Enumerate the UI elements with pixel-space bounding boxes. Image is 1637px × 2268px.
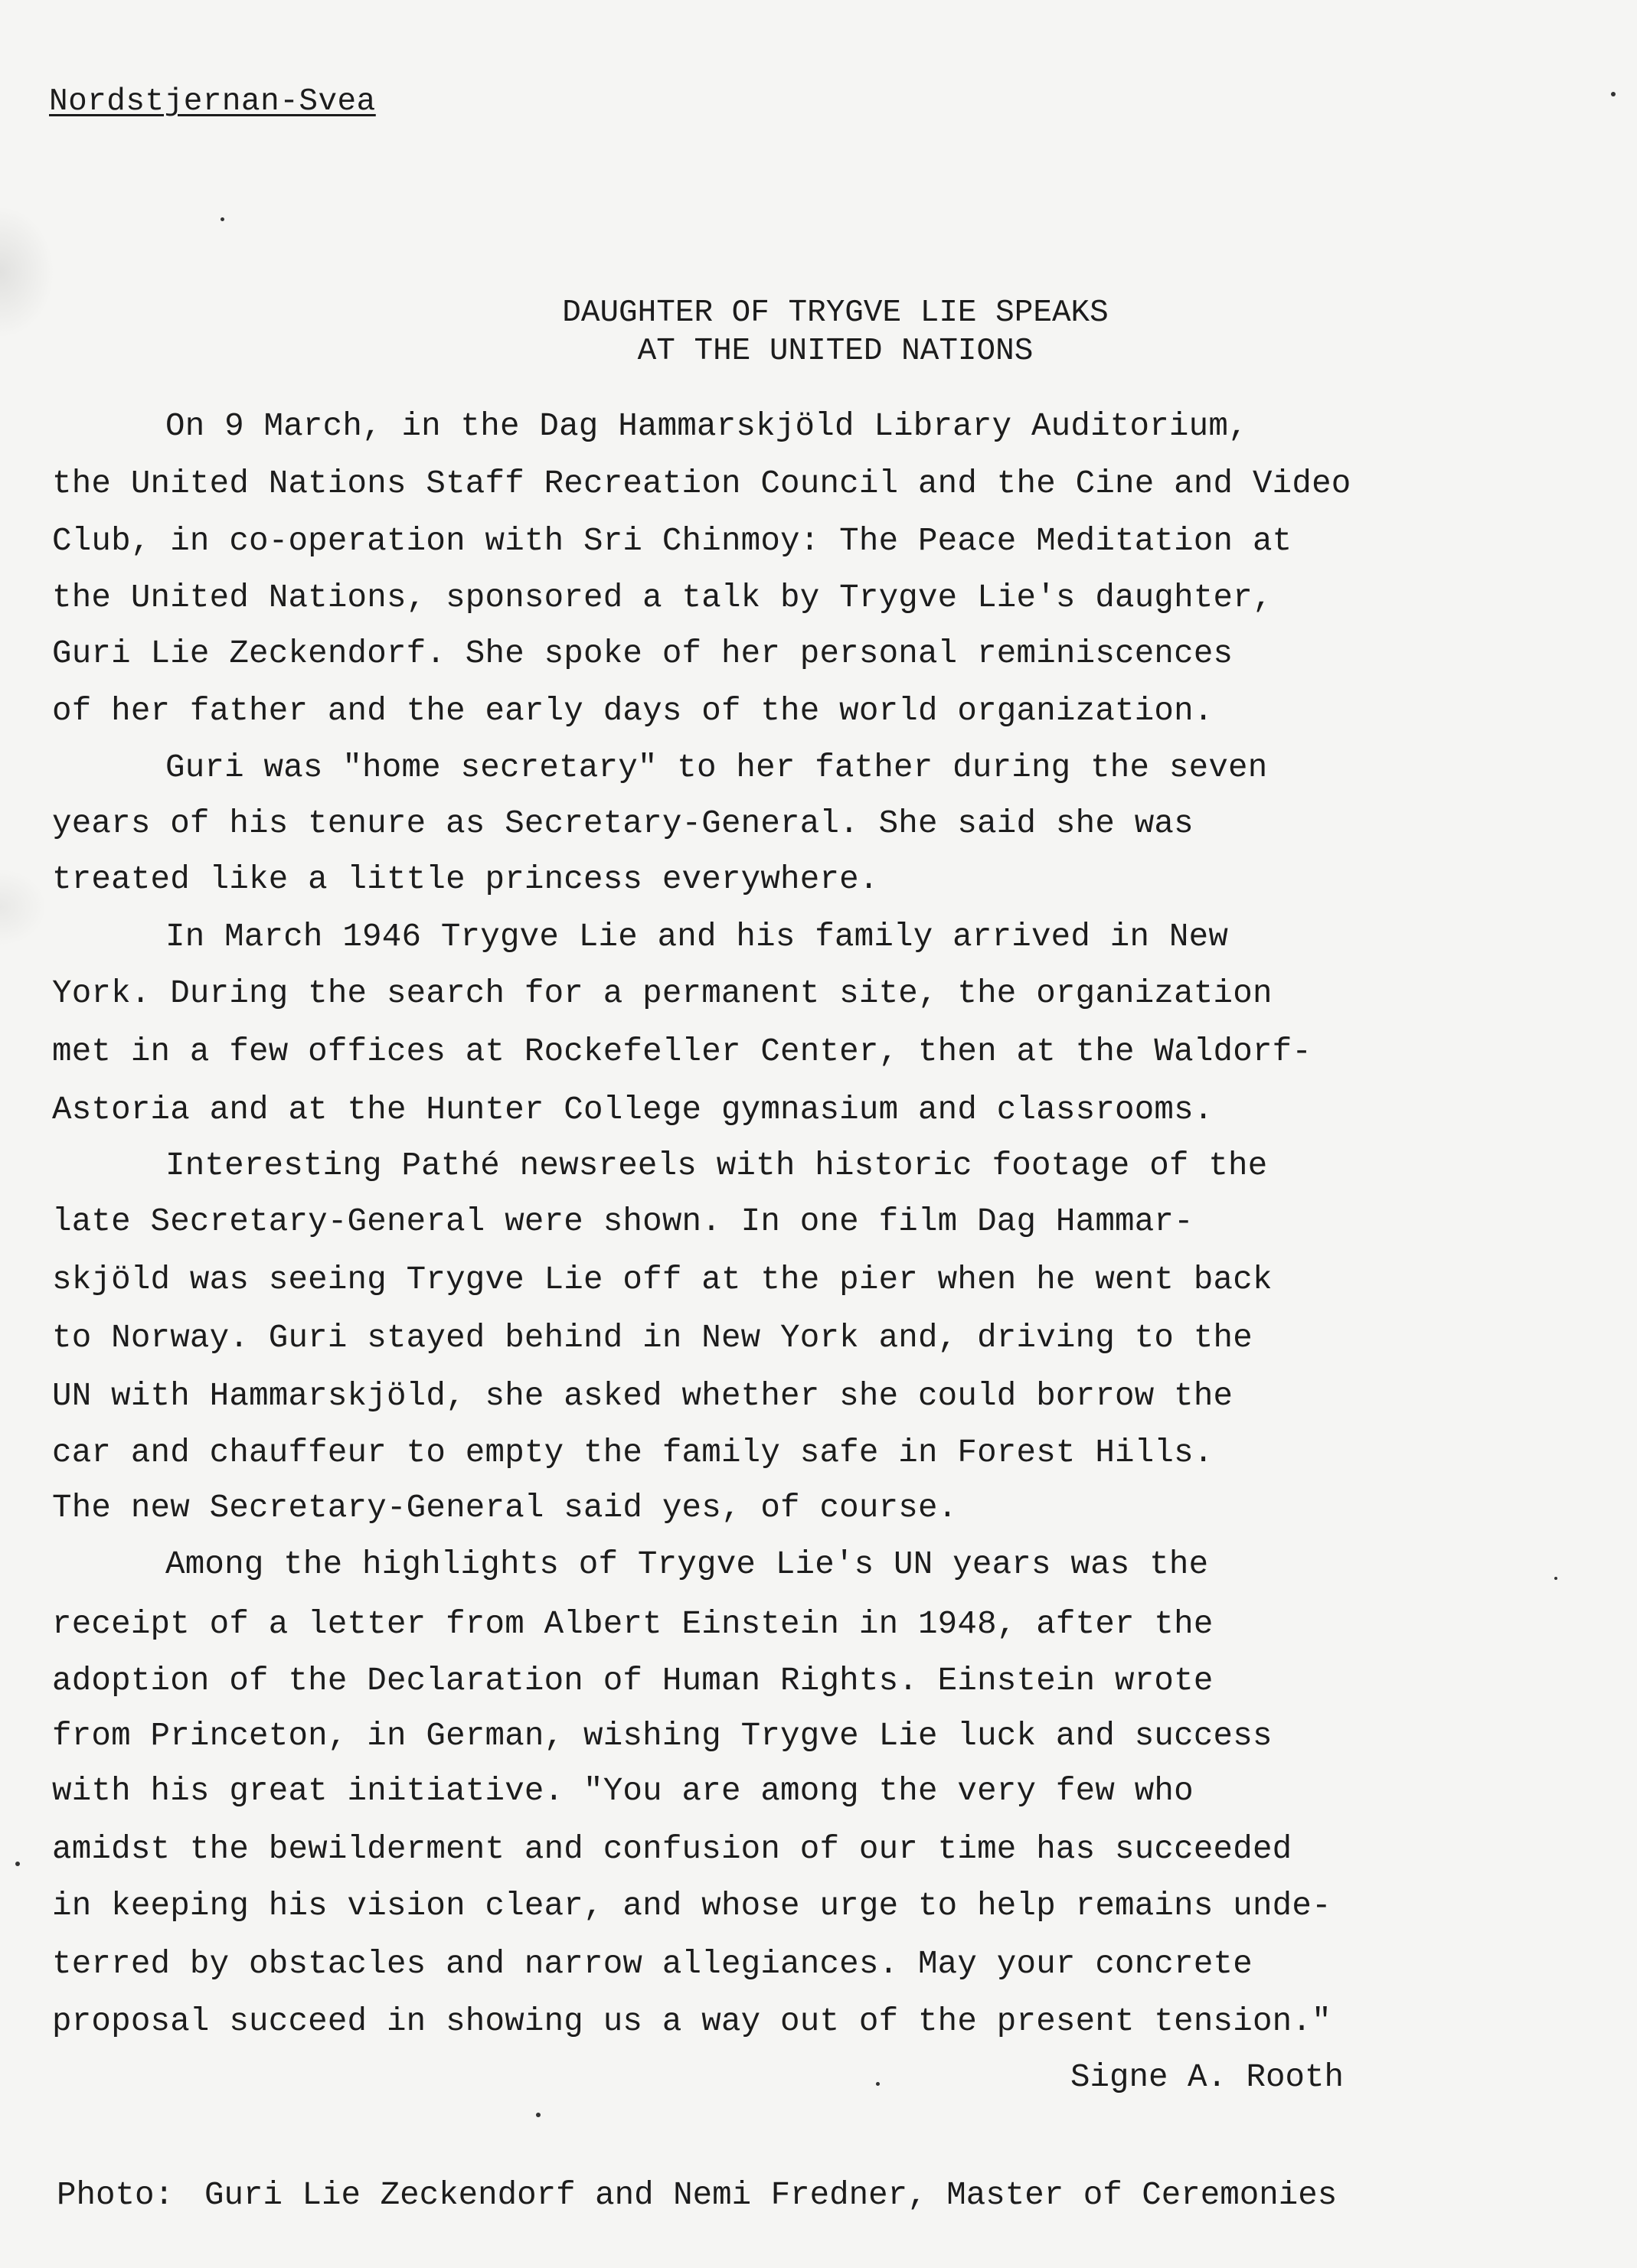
body-line: Among the highlights of Trygve Lie's UN years was the xyxy=(165,1546,1209,1583)
body-line: treated like a little princess everywhere. xyxy=(52,861,879,898)
body-line: amidst the bewilderment and confusion of our time has succeeded xyxy=(52,1831,1292,1868)
body-line: Interesting Pathé newsreels with historic footage of the xyxy=(165,1147,1268,1184)
photo-caption xyxy=(57,2175,1337,2215)
body-line: of her father and the early days of the world organization. xyxy=(52,693,1214,729)
scan-speck xyxy=(1611,92,1616,96)
body-line: late Secretary-General were shown. In one film Dag Hammar- xyxy=(52,1203,1194,1240)
headline-line-1: DAUGHTER OF TRYGVE LIE SPEAKS xyxy=(562,295,1109,331)
scan-speck xyxy=(876,2082,880,2086)
body-line: years of his tenure as Secretary-General. She said she was xyxy=(52,805,1194,842)
body-line: adoption of the Declaration of Human Rights. Einstein wrote xyxy=(52,1663,1214,1699)
body-line: In March 1946 Trygve Lie and his family arrived in New xyxy=(165,919,1229,955)
headline-line-2: AT THE UNITED NATIONS xyxy=(637,334,1034,369)
scan-speck xyxy=(15,1862,20,1866)
body-line: The new Secretary-General said yes, of course. xyxy=(52,1490,958,1526)
body-line: Club, in co-operation with Sri Chinmoy: The Peace Meditation at xyxy=(52,523,1292,560)
scan-speck xyxy=(1554,1577,1557,1580)
body-line: to Norway. Guri stayed behind in New York and, driving to the xyxy=(52,1320,1253,1356)
body-line: terred by obstacles and narrow allegiances. May your concrete xyxy=(52,1946,1253,1982)
body-line: receipt of a letter from Albert Einstein in 1948, after the xyxy=(52,1606,1214,1643)
body-line: Astoria and at the Hunter College gymnasium and classrooms. xyxy=(52,1092,1214,1128)
body-line: proposal succeed in showing us a way out of the present tension." xyxy=(52,2003,1331,2040)
body-line: the United Nations Staff Recreation Council and the Cine and Video xyxy=(52,465,1351,502)
body-line: skjöld was seeing Trygve Lie off at the pier when he went back xyxy=(52,1261,1273,1298)
body-line: the United Nations, sponsored a talk by Trygve Lie's daughter, xyxy=(52,579,1273,616)
photo-caption-label: Photo: xyxy=(57,2177,175,2214)
body-line: car and chauffeur to empty the family safe in Forest Hills. xyxy=(52,1434,1214,1471)
body-line: met in a few offices at Rockefeller Center, then at the Waldorf- xyxy=(52,1033,1312,1070)
photo-caption-text: Guri Lie Zeckendorf and Nemi Fredner, Master of Ceremonies xyxy=(204,2177,1338,2214)
publication-source: Nordstjernan-Svea xyxy=(49,84,376,119)
body-line: Guri Lie Zeckendorf. She spoke of her personal reminiscences xyxy=(52,635,1233,672)
body-line: UN with Hammarskjöld, she asked whether she could borrow the xyxy=(52,1378,1233,1415)
author-signature: Signe A. Rooth xyxy=(1070,2059,1345,2096)
body-line: in keeping his vision clear, and whose urge to help remains unde- xyxy=(52,1888,1331,1924)
body-line: with his great initiative. "You are among the very few who xyxy=(52,1773,1194,1810)
body-line: Guri was "home secretary" to her father during the seven xyxy=(165,749,1268,786)
body-line: York. During the search for a permanent site, the organization xyxy=(52,975,1273,1012)
scan-speck xyxy=(221,217,224,221)
body-line: from Princeton, in German, wishing Trygve Lie luck and success xyxy=(52,1718,1273,1754)
scan-speck xyxy=(536,2113,541,2117)
body-line: On 9 March, in the Dag Hammarskjöld Library Auditorium, xyxy=(165,408,1248,445)
